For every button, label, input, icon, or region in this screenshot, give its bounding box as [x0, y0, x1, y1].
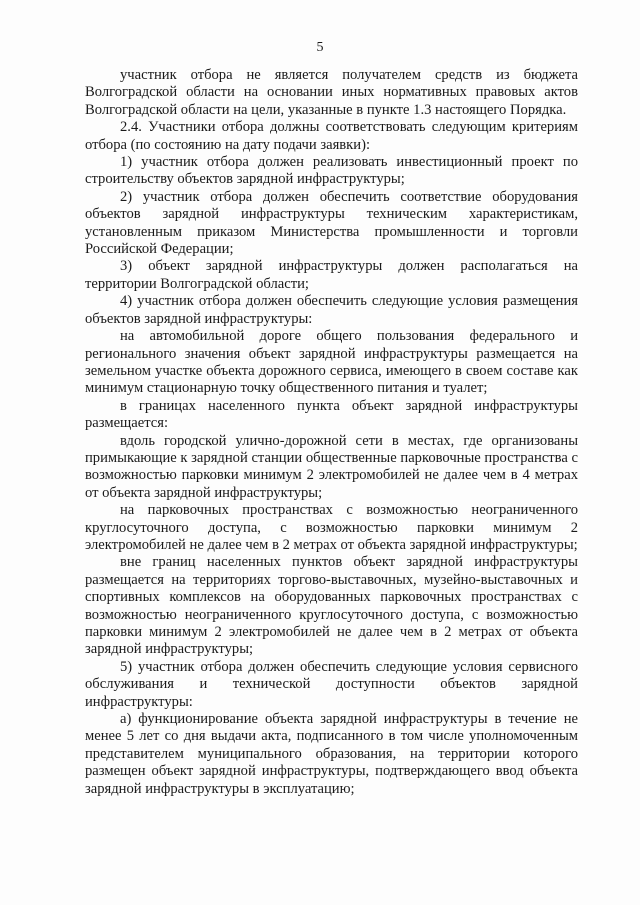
paragraph-criterion-5a: а) функционирование объекта зарядной инфраструктуры в течение не менее 5 лет со дня выдачи акта, подписанного в том числе уполномоченным представителем муниципального образования, на территории которого размещен объект зарядной инфраструктуры, подтверждающего ввод объекта зарядной инфраструктуры в эксплуатацию;: [85, 711, 578, 797]
page-number: 5: [316, 40, 324, 55]
paragraph-criterion-4: 4) участник отбора должен обеспечить следующие условия размещения объектов зарядной инфраструктуры:: [85, 293, 578, 327]
paragraph-street-network: вдоль городской улично-дорожной сети в местах, где организованы примыкающие к зарядной станции общественные парковочные пространства с возможностью парковки минимум 2 электромобилей не далее чем в 4 метрах от объекта зарядной инфраструктуры;: [85, 432, 578, 501]
paragraph-criterion-3: 3) объект зарядной инфраструктуры должен располагаться на территории Волгоградской области;: [85, 258, 578, 292]
document-body: [85, 67, 578, 798]
paragraph-criterion-1: 1) участник отбора должен реализовать инвестиционный проект по строительству объектов зарядной инфраструктуры;: [85, 154, 578, 188]
paragraph-criterion-5: 5) участник отбора должен обеспечить следующие условия сервисного обслуживания и технической доступности объектов зарядной инфраструктуры:: [85, 658, 578, 710]
paragraph-parking-spaces: на парковочных пространствах с возможностью неограниченного круглосуточного доступа, с возможностью парковки минимум 2 электромобилей не далее чем в 2 метрах от объекта зарядной инфраструктуры;: [85, 502, 578, 553]
paragraph-highway-placement: на автомобильной дороге общего пользования федерального и регионального значения объект зарядной инфраструктуры размещается на земельном участке объекта дорожного сервиса, имеющего в своем составе как минимум стационарную точку общественного питания и туалет;: [85, 328, 578, 397]
paragraph-2-4: 2.4. Участники отбора должны соответствовать следующим критериям отбора (по состоянию на дату подачи заявки):: [85, 119, 578, 153]
paragraph-criterion-2: 2) участник отбора должен обеспечить соответствие оборудования объектов зарядной инфраструктуры техническим характеристикам, установленным приказом Министерства промышленности и торговли Российской Федерации;: [85, 188, 578, 258]
paragraph-continuation: участник отбора не является получателем средств из бюджета Волгоградской области на основании иных нормативных правовых актов Волгоградской области на цели, указанные в пункте 1.3 настоящего Порядка.: [85, 67, 578, 118]
paragraph-outside-settlement: вне границ населенных пунктов объект зарядной инфраструктуры размещается на территориях торгово-выставочных, музейно-выставочных и спортивных комплексов на оборудованных парковочных пространствах с возможностью неограниченного круглосуточного доступа, с возможностью парковки минимум 2 электромобилей не далее чем в 2 метрах от объекта зарядной инфраструктуры;: [85, 554, 578, 658]
paragraph-settlement-placement: в границах населенного пункта объект зарядной инфраструктуры размещается:: [85, 397, 578, 432]
